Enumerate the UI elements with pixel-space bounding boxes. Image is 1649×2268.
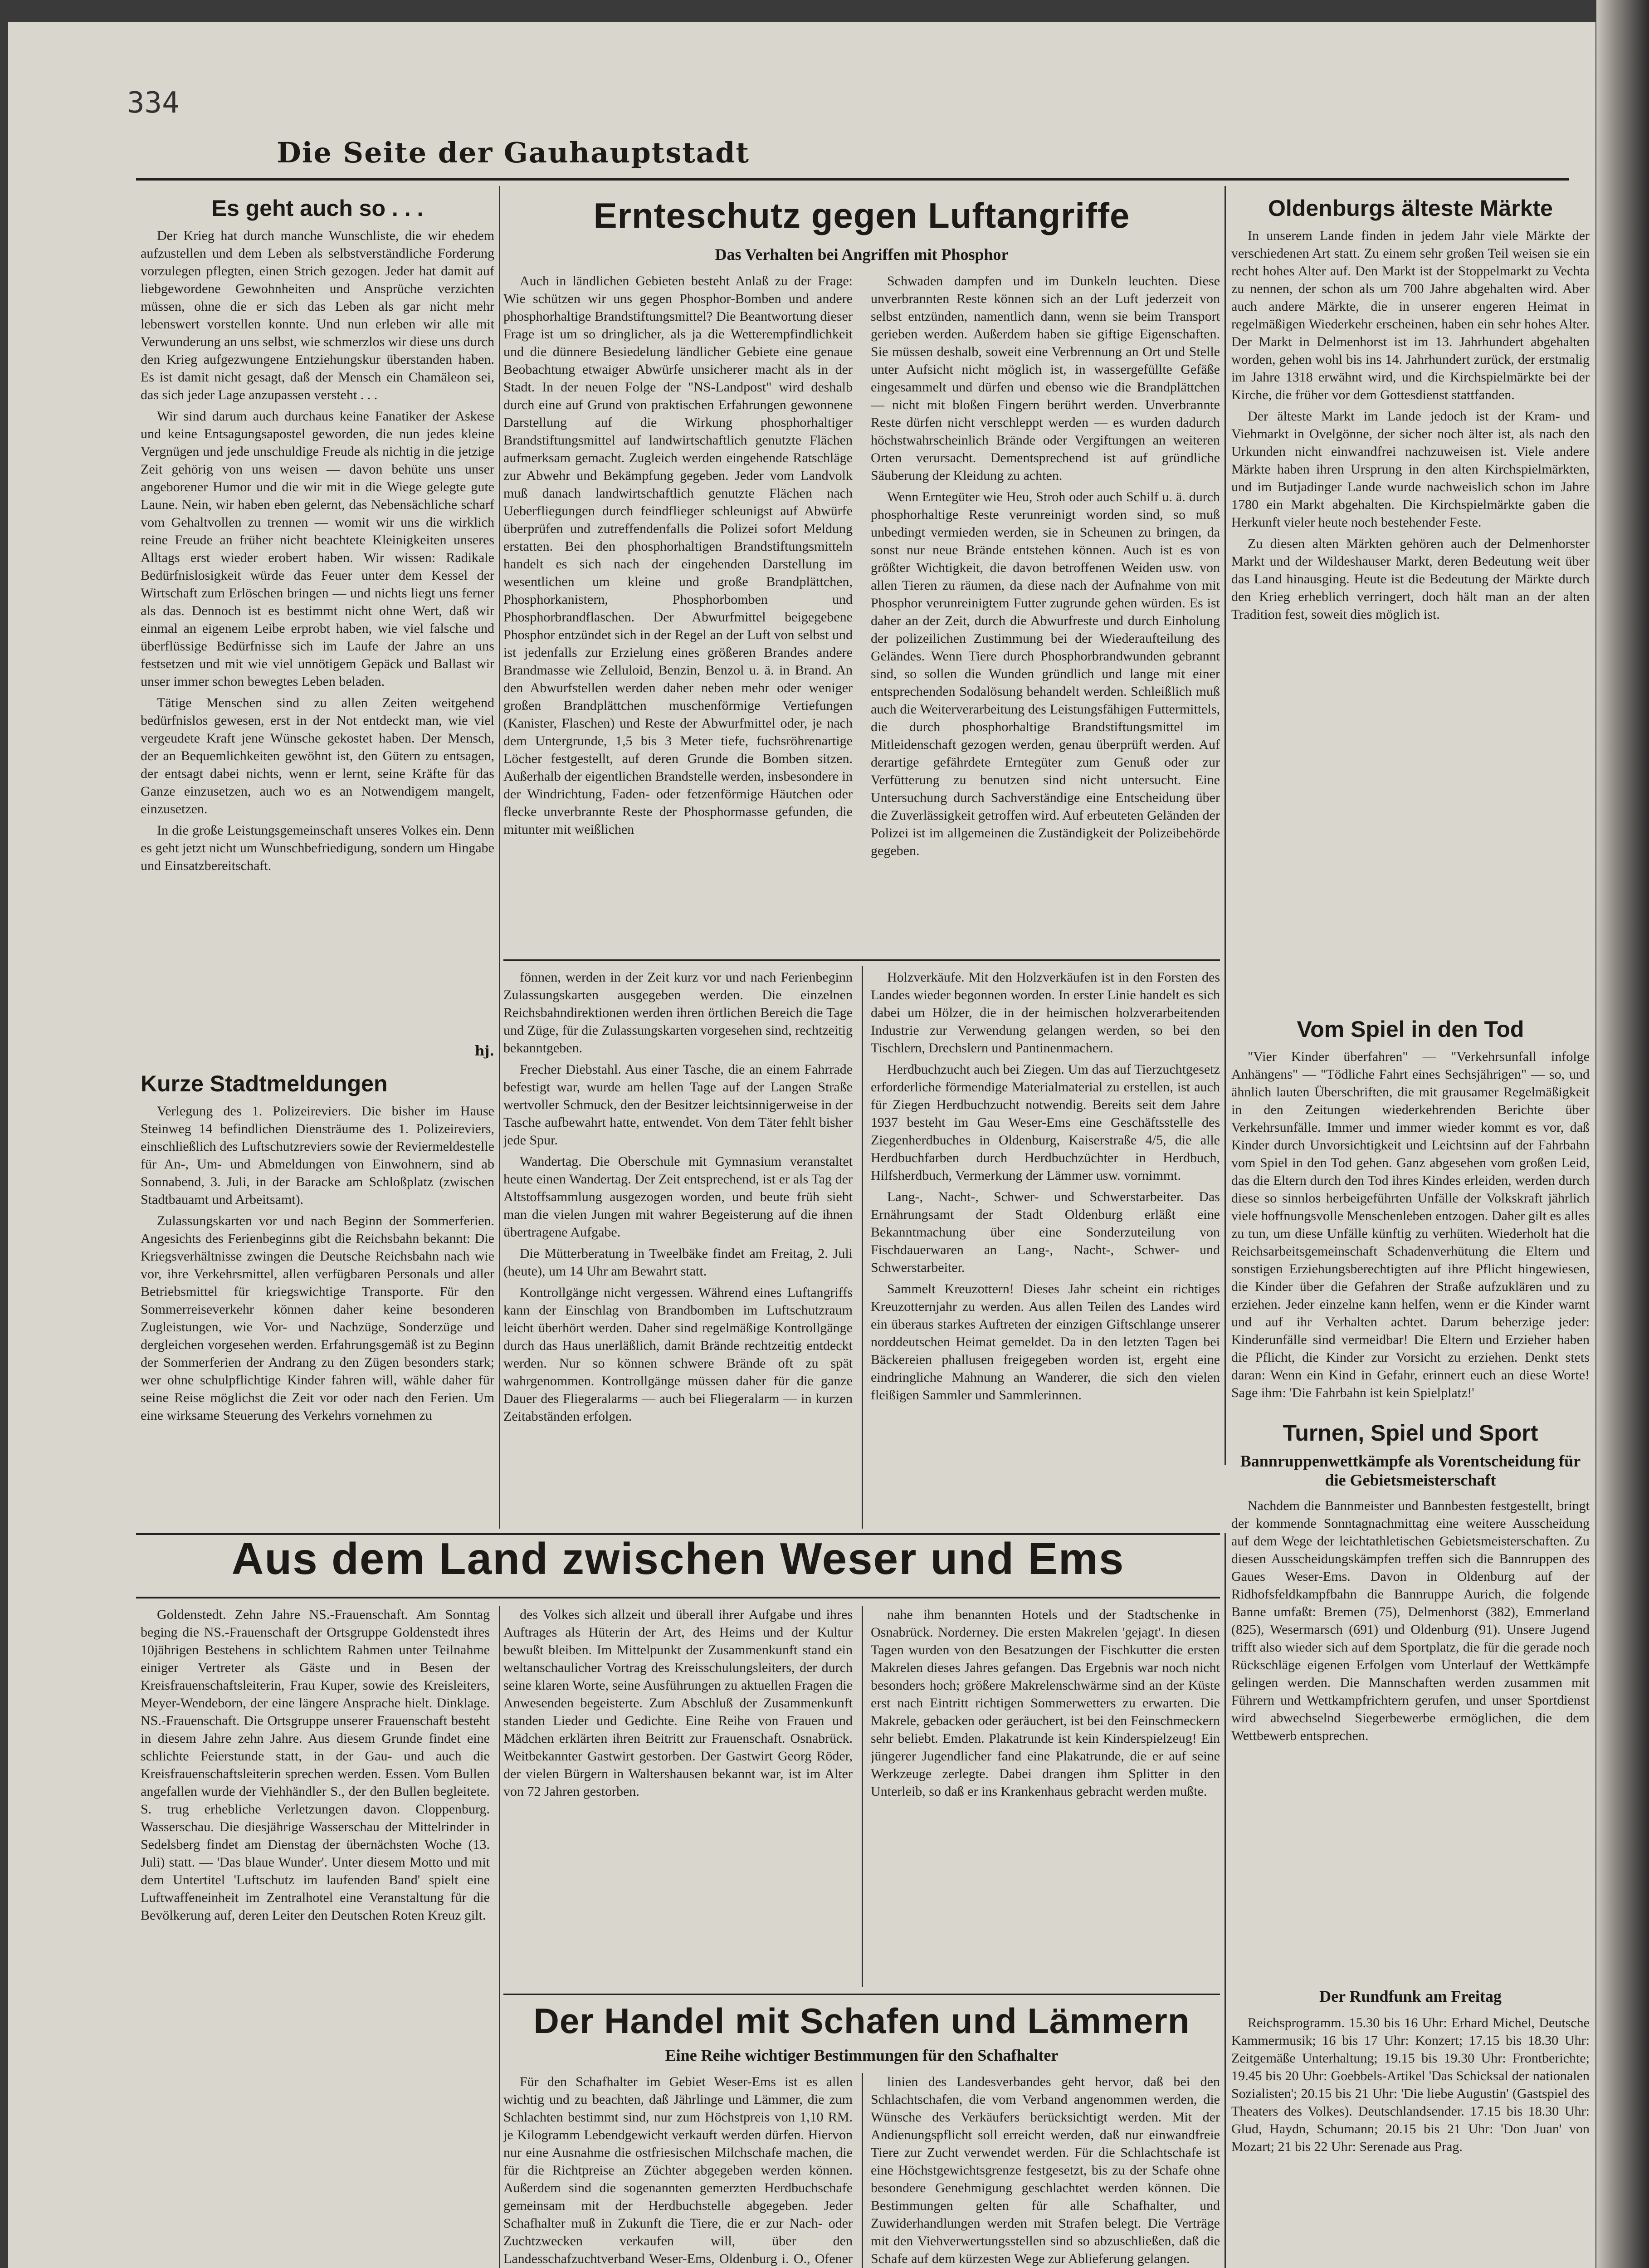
paragraph: fönnen, werden in der Zeit kurz vor und nach Ferienbeginn Zulassungskarten ausgegeben werden. Die einzelnen Reichsbahndirektionen werden ihren örtlichen Bereich die Tage und Züge, für die Zulassungskarten vorgesehen sind, rechtzeitig bekanntgeben. [503, 970, 853, 1056]
maerkte-body [1231, 227, 1590, 1007]
paragraph: In die große Leistungsgemeinschaft unseres Volkes ein. Denn es geht jetzt nicht um Wunschbefriedigung, sondern um Hingabe und Einsatzbereitschaft. [141, 823, 494, 873]
paragraph: "Vier Kinder überfahren" — "Verkehrsunfall infolge Anhängens" — "Tödliche Fahrt eines Sechsjährigen" — so, und ähnlich lauten Überschriften, die mit grausamer Regelmäßigkeit in den Zeitungen wiederkehrenden Berichte über Verkehrsunfälle. Immer und immer wieder kommt es vor, daß Kinder durch Unvorsichtigkeit und Leichtsinn auf der Fahrbahn vom Spiel in den Tod gehen. Ganz abgesehen vom großen Leid, das die Eltern durch den Tod ihres Kindes erleiden, werden durch diese so sinnlos herbeigeführten Unfälle der Volkskraft jährlich viele hoffnungsvolle Menschenleben entzogen. Daher gilt es alles zu tun, um diese Unfälle künftig zu verhüten. Wiederholt hat die Reichsarbeitsgemeinschaft Schadenverhütung die Eltern und sonstigen Erziehungsberechtigten auf ihre Pflicht hingewiesen, die Kinder über die Gefahren der Straße aufzuklären und zu erziehen. Jeder einzelne kann helfen, wenn er die Kinder warnt und auf ihr Verhalten achtet. Darum beherzige jeder: Kinderunfälle sind vermeidbar! Die Eltern und Erzieher haben die Pflicht, die Kinder zur Vorsicht zu erziehen. Denkt stets daran: Wenn ein Kind in Gefahr, erinnert euch an diese Worte! Sage ihm: 'Die Fahrbahn ist kein Spielplatz!' [1231, 1049, 1590, 1400]
column-divider [862, 2073, 863, 2268]
column1-title: Es geht auch so . . . [211, 196, 424, 221]
schafe-col-1 [503, 2073, 853, 2268]
paragraph: Nachdem die Bannmeister und Bannbesten festgestellt, bringt der kommende Sonntagnachmittag eine weitere Ausscheidung auf dem Wege der leichtathletischen Gebietsmeisterschaften. Zu diesen Ausscheidungskämpfen treffen sich die Bannruppen des Gaues Weser-Ems. Davon in Oldenburg auf der Ridhofsfeldkampfbahn die Bannruppe Aurich, die folgende Banne umfaßt: Bremen (75), Delmenhorst (382), Emmerland (825), Wesermarsch (691) und Oldenburg (91). Unsere Jugend trifft also wieder sich auf dem Sportplatz, die für die gerade noch Rückschläge eigenen Erfolgen vom Unterlauf der Wettkämpfe gelingen werden. Die Mannschaften werden zusammen mit Führern und Wettkampfrichtern gerufen, und unser Sportdienst wird abwechselnd Siegerbewerbe ermöglichen, die dem Wettbewerb entsprechen. [1231, 1498, 1590, 1743]
paragraph: Goldenstedt. Zehn Jahre NS.-Frauenschaft. Am Sonntag beging die NS.-Frauenschaft der Ortsgruppe Goldenstedt ihres 10jährigen Bestehens in schlichtem Rahmen unter Teilnahme einiger Vertreter als Gäste und in Besen der Kreisfrauenschaftsleiterin, Frau Kuper, sowie des Kreisleiters, Meyer-Wendeborn, der eine längere Ansprache hielt. Dinklage. NS.-Frauenschaft. Die Ortsgruppe unserer Frauenschaft besteht in diesem Jahre zehn Jahre. Aus diesem Grunde findet eine schlichte Feierstunde statt, in der Gau- und auch die Kreisfrauenschaftsleiterin sprechen werden. Essen. Vom Bullen angefallen wurde der Viehhändler S., der den Bullen begleitete. S. trug erhebliche Verletzungen davon. Cloppenburg. Wasserschau. Die diesjährige Wasserschau der Mittelrinder in Sedelsberg findet am Dienstag der übernächsten Woche (13. Juli) statt. — 'Das blaue Wunder'. Unter diesem Motto und mit dem Untertitel 'Luftschutz im laufenden Band' spielt eine Luftwaffeneinheit im Zentralhotel eine Veranstaltung für die Bevölkerung auf, deren Leiter den Deutschen Roten Kreuz gilt. [141, 1607, 490, 1923]
page-number: 334 [127, 86, 180, 120]
paragraph: Der älteste Markt im Lande jedoch ist der Kram- und Viehmarkt in Ovelgönne, der sicher noch älter ist, als nach den Urkunden nicht einwandfrei nachzuweisen ist. Viele andere Märkte haben ihren Ursprung in den alten Kirchspielmärkten, und im Butjadinger Lande wurde nachweislich schon im Jahre 1780 ein Markt abgehalten. Die Kirchspielmärkte gaben die Herkunft vieler heute noch bestehender Feste. [1231, 409, 1590, 530]
paragraph: Reichsprogramm. 15.30 bis 16 Uhr: Erhard Michel, Deutsche Kammermusik; 16 bis 17 Uhr: Konzert; 17.15 bis 18.30 Uhr: Zeitgemäße Unterhaltung; 19.15 bis 19.30 Uhr: Frontberichte; 19.45 bis 20 Uhr: Goebbels-Artikel 'Das Schicksal der nationalen Sozialisten'; 20.15 bis 21 Uhr: 'Die liebe Augustin' (Gastspiel des Theaters des Volkes). Deutschlandsender. 17.15 bis 18.30 Uhr: Glud, Haydn, Schumann; 20.15 bis 21 Uhr: 'Don Juan' von Mozart; 21 bis 22 Uhr: Serenade aus Prag. [1231, 2015, 1590, 2154]
paragraph: Die Mütterberatung in Tweelbäke findet am Freitag, 2. Juli (heute), um 14 Uhr am Bewahrt statt. [503, 1246, 853, 1279]
column-divider [1225, 1533, 1226, 2268]
column-divider [862, 966, 863, 1529]
spiel-body [1231, 1048, 1590, 1411]
section-rule [136, 1597, 1220, 1598]
paragraph: Holzverkäufe. Mit den Holzverkäufen ist in den Forsten des Landes wieder begonnen worden. In erster Linie handelt es sich dabei um Hölzer, die in der heimischen holzverarbeitenden Industrie zur Verwendung gelangen werden, so bei den Tischlern, Drechslern und Pantinenmachern. [871, 970, 1220, 1056]
paragraph: Wenn Erntegüter wie Heu, Stroh oder auch Schilf u. ä. durch phosphorhaltige Reste verunreinigt worden sind, so muß unbedingt vermieden werden, sie in Scheunen zu bringen, da sonst nur neue Brände entstehen können. Auch ist es von größter Wichtigkeit, die davon betroffenen Weiden usw. von allen Tieren zu räumen, da diese nach der Aufnahme von mit Phosphor verunreinigtem Futter zugrunde gehen würden. Es ist daher an der Zeit, durch die Abwurfreste und durch Einholung der polizeilichen Zustimmung bei der Wiederaufteilung des Geländes. Wenn Tiere durch Phosphorbrandwunden gebrannt sind, so sollen die Wunden gründlich und lange mit einer entsprechenden Sodalösung behandelt werden. Schleißlich muß auch die Weiterverarbeitung des Leistungsfähigen Futtermittels, die durch phosphorhaltige Brandstiftungsmittel im Mitleidenschaft gezogen werden, genau überprüft werden. Auf derartige gefährdete Erntegüter zum Genuß oder zur Verfütterung zu benutzen sind nicht untersucht. Eine Untersuchung durch Sachverständige eine Entscheidung über die Zuverlässigkeit getroffen wird. Auf erbeuteten Geländen der Polizei ist im allgemeinen die Zuständigkeit der Polizeibehörde gegeben. [871, 489, 1220, 858]
sport-title: Turnen, Spiel und Sport [1283, 1420, 1538, 1446]
column1-signature: hj. [474, 1043, 494, 1059]
column-divider [499, 1606, 500, 2268]
header-rule [136, 178, 1569, 181]
paragraph: Wir sind darum auch durchaus keine Fanatiker der Askese und keine Entsagungsapostel geworden, die nun jedes kleine Vergnügen und jede unschuldige Freude als nichtig in die jetzige Zeit gehörig von uns weisen — davon behüte uns unser angeborener Humor und die wir mit in die Wiege gelegte gute Laune. Nein, wir haben eben gelernt, das Nebensächliche scharf vom Gehaltvollen zu trennen — womit wir uns die wirklich reine Freude an früher nicht beachtete Kleinigkeiten unseres Alltags erst wieder erobert haben. Wir wissen: Radikale Bedürfnislosigkeit würde das Feuer unter dem Kessel der Wirtschaft zum Erlöschen bringen — und nichts liegt uns ferner als das. Dennoch ist es bestimmt nicht ohne Wert, daß wir einmal an eigenem Leibe erprobt haben, wie viel falsche und überflüssige Bedürfnisse sich im Laufe der Jahre an uns festsetzen und mit wie viel unnötigem Gepäck und Ballast wir unser immer schon bewegtes Leben beladen. [141, 409, 494, 689]
weser-col-3 [871, 1606, 1220, 1987]
schafe-col-2 [871, 2073, 1220, 2268]
sport-body [1231, 1497, 1590, 1973]
kurze-body [141, 1102, 494, 1524]
page-binding-edge [1596, 0, 1649, 2268]
paragraph: des Volkes sich allzeit und überall ihrer Aufgabe und ihres Auftrages als Hüterin der Art, des Heims und der Kultur bewußt bleiben. Im Mittelpunkt der Zusammenkunft stand ein weltanschaulicher Vortrag des Kreisschulungsleiters, der durch seine klaren Worte, seine Ausführungen zu aktuellen Fragen die Anwesenden begeisterte. Zum Abschluß der Zusammenkunft standen Lieder und Gedichte. Eine Reihe von Frauen und Mädchen erklärten ihren Beitritt zur Frauenschaft. Osnabrück. Weitbekannter Gastwirt gestorben. Der Gastwirt Georg Röder, der vielen Bürgern in Waltershausen bekannt war, ist im Alter von 72 Jahren gestorben. [503, 1607, 853, 1799]
paragraph: Kontrollgänge nicht vergessen. Während eines Luftangriffs kann der Einschlag von Brandbomben im Luftschutzraum leicht überhört werden. Daher sind regelmäßige Kontrollgänge durch das Haus unerläßlich, damit Brände rechtzeitig entdeckt werden. Nur so können schwere Brände oft zu spät wahrgenommen. Kontrollgänge müssen daher für die ganze Dauer des Fliegeralarms — auch bei Fliegeralarm — in kurzen Zeitabständen erfolgen. [503, 1285, 853, 1424]
paragraph: Für den Schafhalter im Gebiet Weser-Ems ist es allen wichtig und zu beachten, daß Jährlinge und Lämmer, die zum Schlachten bestimmt sind, nur zum Höchstpreis von 1,10 RM. je Kilogramm Lebendgewicht verkauft werden dürfen. Hiervon nur eine Ausnahme die ostfriesischen Milchschafe machen, die für die Richtpreise an Züchter abgegeben werden können. Außerdem sind die sogenannten gemerzten Herdbuchschafe gemeinsam mit der Herdbuchstelle abgegeben. Jeder Schafhalter muß in Zukunft die Tiere, die er zur Nach- oder Zuchtzwecken verkaufen will, über den Landesschafzuchtverband Weser-Ems, Oldenburg i. O., Ofener [503, 2074, 853, 2266]
paragraph: In unserem Lande finden in jedem Jahr viele Märkte der verschiedenen Art statt. Zu einem sehr großen Teil weisen sie ein recht hohes Alter auf. Den Markt ist der Stoppelmarkt zu Vechta zu nennen, der schon als um 700 Jahre abgehalten wird. Aber auch andere Märkte, die in unserer engeren Heimat in regelmäßigen Wiederkehr erscheinen, haben ein sehr hohes Alter. Der Markt in Delmenhorst ist im 13. Jahrhundert abgehalten worden, gehen wohl bis ins 14. Jahrhundert zurück, der erstmalig im Jahre 1318 erwähnt wird, und die Kirchspielmärkte bei der Kirche, die früher vor dem Gottesdienst stattfanden. [1231, 228, 1590, 402]
column-divider [1225, 186, 1226, 1465]
paragraph: Zu diesen alten Märkten gehören auch der Delmenhorster Markt und der Wildeshauser Markt, deren Bedeutung weit über das Land hinausging. Heute ist die Bedeutung der Märkte durch den Krieg erheblich verringert, doch hält man an der alten Tradition fest, soweit dies möglich ist. [1231, 536, 1590, 622]
column1-body [141, 227, 494, 1039]
paragraph: Frecher Diebstahl. Aus einer Tasche, die an einem Fahrrade befestigt war, wurde am hellen Tage auf der Langen Straße wertvoller Schmuck, den der Besitzer leichtsinnigerweise in der Tasche aufbewahrt hatte, entwendet. Von dem Täter fehlt bisher jede Spur. [503, 1062, 853, 1148]
paragraph: Der Krieg hat durch manche Wunschliste, die wir ehedem aufzustellen und dem Leben als selbstverständliche Forderung vorzulegen pflegten, einen Strich gezogen. Jeder hat damit auf liebgewordene Gewohnheiten und Ansprüche verzichten müssen, ohne die er sich das Leben als gar nicht mehr lebenswert vorstellen konnte. Und nun erleben wir alle mit Verwunderung an uns selbst, wie schmerzlos wir diese uns durch den Krieg aufgezwungene Entziehungskur überstanden haben. Es ist damit nicht gesagt, daß der Mensch ein Chamäleon sei, das sich jeder Lage anzupassen versteht . . . [141, 228, 494, 402]
ernteschutz-subtitle: Das Verhalten bei Angriffen mit Phosphor [715, 245, 1009, 264]
section-header: Die Seite der Gauhauptstadt [277, 136, 750, 169]
paragraph: Lang-, Nacht-, Schwer- und Schwerstarbeiter. Das Ernährungsamt der Stadt Oldenburg erläßt eine Bekanntmachung über eine Sonderzuteilung von Fischdauerwaren an Lang-, Nacht-, Schwer- und Schwerstarbeiter. [871, 1189, 1220, 1275]
kurze-title: Kurze Stadtmeldungen [141, 1071, 388, 1096]
ernteschutz-col-b [871, 272, 1220, 953]
schafe-title: Der Handel mit Schafen und Lämmern [533, 2001, 1190, 2041]
paragraph: Verlegung des 1. Polizeireviers. Die bisher im Hause Steinweg 14 befindlichen Diensträume des 1. Polizeireviers, einschließlich des Luftschutzreviers sowie der Reviermeldestelle für An-, Um- und Abmeldungen von Einwohnern, sind ab Sonnabend, 3. Juli, in der Baracke am Schloßplatz (zwischen Stadtbauamt und Arbeitsamt). [141, 1104, 494, 1207]
meldungen-col-c [503, 968, 853, 1526]
schafe-subtitle: Eine Reihe wichtiger Bestimmungen für den Schafhalter [665, 2046, 1059, 2064]
weser-ems-title: Aus dem Land zwischen Weser und Ems [231, 1534, 1125, 1584]
paragraph: Schwaden dampfen und im Dunkeln leuchten. Diese unverbrannten Reste können sich an der Luft jederzeit von selbst entzünden, namentlich dann, wenn sie beim Transport gerieben werden. Außerdem haben sie giftige Eigenschaften. Sie müssen deshalb, soweit eine Verbrennung an Ort und Stelle unter Aufsicht nicht möglich ist, in wassergefüllte Gefäße eingesammelt und dürfen und ebenso wie die Brandplättchen — nicht mit bloßen Fingern berührt werden. Unverbrannte Reste dürfen nicht verschleppt werden — es wurden dadurch höchstwahrscheinlich Brände oder Vergiftungen an weiteren Orten verursacht. Dementsprechend ist auf gründliche Säuberung der Kleidung zu achten. [871, 274, 1220, 483]
paragraph: Herdbuchzucht auch bei Ziegen. Um das auf Tierzuchtgesetz erforderliche förmendige Materialmaterial zu erstellen, ist auch für Ziegen Herdbuchzucht notwendig. Bereits seit dem Jahre 1937 besteht im Gau Weser-Ems eine Geschäftsstelle des Ziegenherdbuches in Oldenburg, Kaiserstraße 4/5, die alle Herdbuchfarben durch Herdbuchzüchter in Herdbuch, Hilfsherdbuch, Vermerkung der Lämmer usw. vornimmt. [871, 1062, 1220, 1183]
meldungen-col-d [871, 968, 1220, 1526]
rundfunk-title: Der Rundfunk am Freitag [1319, 1987, 1502, 2005]
weser-col-1 [141, 1606, 490, 2268]
maerkte-title: Oldenburgs älteste Märkte [1268, 196, 1553, 221]
ernteschutz-title: Ernteschutz gegen Luftangriffe [593, 196, 1130, 235]
sport-subtitle: Bannruppenwettkämpfe als Vorentscheidung für die Gebietsmeisterschaft [1240, 1452, 1581, 1489]
paragraph: Sammelt Kreuzottern! Dieses Jahr scheint ein richtiges Kreuzotternjahr zu werden. Aus allen Teilen des Landes wird ein überaus starkes Auftreten der einzigen Giftschlange unserer norddeutschen Heimat gemeldet. Da in den letzten Tagen bei Bäckereien phallusen freigegeben worden ist, ergeht eine eindringliche Mahnung an Wanderer, die sich den vielen fleißigen Sammler und Sammlerinnen. [871, 1281, 1220, 1403]
column-divider [862, 1606, 863, 1987]
section-rule [503, 1994, 1220, 1995]
ernteschutz-col-a [503, 272, 853, 953]
paragraph: Wandertag. Die Oberschule mit Gymnasium veranstaltet heute einen Wandertag. Der Zeit entsprechend, ist er als Tag der Altstoffsammlung ausgezogen worden, und beute früh sieht man die vielen Jungen mit wahrer Begeisterung auf die ihnen übertragene Aufgabe. [503, 1154, 853, 1240]
spiel-title: Vom Spiel in den Tod [1297, 1017, 1524, 1042]
weser-col-2 [503, 1606, 853, 1987]
rundfunk-body [1231, 2014, 1590, 2268]
column-divider [499, 186, 500, 1529]
section-rule [503, 959, 1220, 961]
paragraph: Tätige Menschen sind zu allen Zeiten weitgehend bedürfnislos gewesen, erst in der Not entdeckt man, wie viel vergeudete Kraft jene Wünsche gekostet haben. Der Mensch, der an Bequemlichkeiten gewöhnt ist, den Gütern zu entsagen, der entsagt dabei nichts, wenn er lernt, seine Kräfte für das Ganze einzusetzen, auch wo es an Notwendigem mangelt, einzusetzen. [141, 695, 494, 816]
paragraph: Zulassungskarten vor und nach Beginn der Sommerferien. Angesichts des Ferienbeginns gibt die Reichsbahn bekannt: Die Kriegsverhältnisse zwingen die Deutsche Reichsbahn nach wie vor, ihre Verkehrsmittel, allen verfügbaren Personals und aller Betriebsmittel für kriegswichtige Transporte. Für den Sommerreiseverkehr können daher keine besonderen Zugleistungen, wie Vor- und Nachzüge, Sonderzüge und dergleichen vorgesehen werden. Erfahrungsgemäß ist zu Beginn der Sommerferien der Andrang zu den Zügen besonders stark; wer ohne schulpflichtige Kinder fahren will, wähle daher für seine Reise möglichst die Zeit vor oder nach den Ferien. Um eine wirksame Steuerung des Verkehrs vornehmen zu [141, 1213, 494, 1423]
paragraph: Auch in ländlichen Gebieten besteht Anlaß zu der Frage: Wie schützen wir uns gegen Phosphor-Bomben und andere phosphorhaltige Brandstiftungsmittel? Die Beantwortung dieser Frage ist um so dringlicher, als ja die Wetterempfindlichkeit und die dünnere Besiedelung ländlicher Gebiete eine genaue Beobachtung etwaiger Abwürfe unsicherer macht als in der Stadt. In der neuen Folge der "NS-Landpost" wird deshalb durch eine auf Grund von praktischen Erfahrungen gewonnene Darstellung auf die Wirkung phosphorhaltiger Brandstiftungsmittel auf landwirtschaftlich genutzte Flächen aufmerksam gemacht. Zugleich werden eingehende Ratschläge zur Abwehr und Bekämpfung gegeben. Jeder vom Landvolk muß danach landwirtschaftlich genutzte Flächen nach Ueberfliegungen durch feindflieger schleunigst auf Abwürfe überprüfen und zutreffendenfalls die Polizei sofort Meldung erstatten. Bei den phosphorhaltigen Brandstiftungsmitteln handelt es sich nach der eingehenden Darstellung im wesentlichen um kleine und große Brandplättchen, Phosphorkanistern, Phosphorbomben und Phosphorbrandflaschen. Der Abwurfmittel beigegebene Phosphor entzündet sich in der Regel an der Luft von selbst und ist jedenfalls zur Erzielung eines größeren Brandes andere Brandmasse wie Zelluloid, Benzin, Benzol u. ä. in Brand. An den Abwurfstellen werden daher neben mehr oder weniger großen Brandplättchen muschenförmige Vertiefungen (Kanister, Flaschen) und Reste der Abwurfmittel oder, je nach dem Untergrunde, 1,5 bis 3 Meter tiefe, fuchsröhrenartige Löcher festgestellt, auf deren Grunde die Bomben sitzen. Außerhalb der eigentlichen Brandstelle werden, insbesondere in der Windrichtung, Faden- oder fetzenförmige Häutchen oder flecke unverbrannte Reste der Phosphormasse gefunden, die mitunter mit weißlichen [503, 274, 853, 837]
paragraph: nahe ihm benannten Hotels und der Stadtschenke in Osnabrück. Norderney. Die ersten Makrelen 'gejagt'. In diesen Tagen wurden von den Besatzungen der Fischkutter die ersten Makrelen dieses Jahres gefangen. Das Ergebnis war noch nicht besonders hoch; größere Makrelenschwärme sind an der Küste erst nach Eintritt richtigen Sommerwetters zu erwarten. Die Makrele, gebacken oder geräuchert, ist bei den Feinschmeckern sehr beliebt. Emden. Plakatrunde ist kein Kinderspielzeug! Ein jüngerer Jugendlicher fand eine Plakatrunde, die er auf seine Werkzeuge zerlegte. Dabei drangen ihm Splitter in den Unterleib, so daß er ins Krankenhaus gebracht werden mußte. [871, 1607, 1220, 1799]
paragraph: linien des Landesverbandes geht hervor, daß bei den Schlachtschafen, die vom Verband angenommen werden, die Wünsche des Verkäufers berücksichtigt werden. Mit der Andienungspflicht soll erreicht werden, daß nur einwandfreie Tiere zur Zucht verwendet werden. Für die Schlachtschafe ist eine Höchstgewichtsgrenze festgesetzt, bis zu der Schafe ohne besondere Genehmigung geschlachtet werden können. Die Bestimmungen gelten für alle Schafhalter, und Zuwiderhandlungen werden mit Strafen belegt. Die Verträge mit den Viehverwertungsstellen sind so abzuschließen, daß die Schafe auf dem kürzesten Wege zur Ablieferung gelangen. [871, 2074, 1220, 2266]
